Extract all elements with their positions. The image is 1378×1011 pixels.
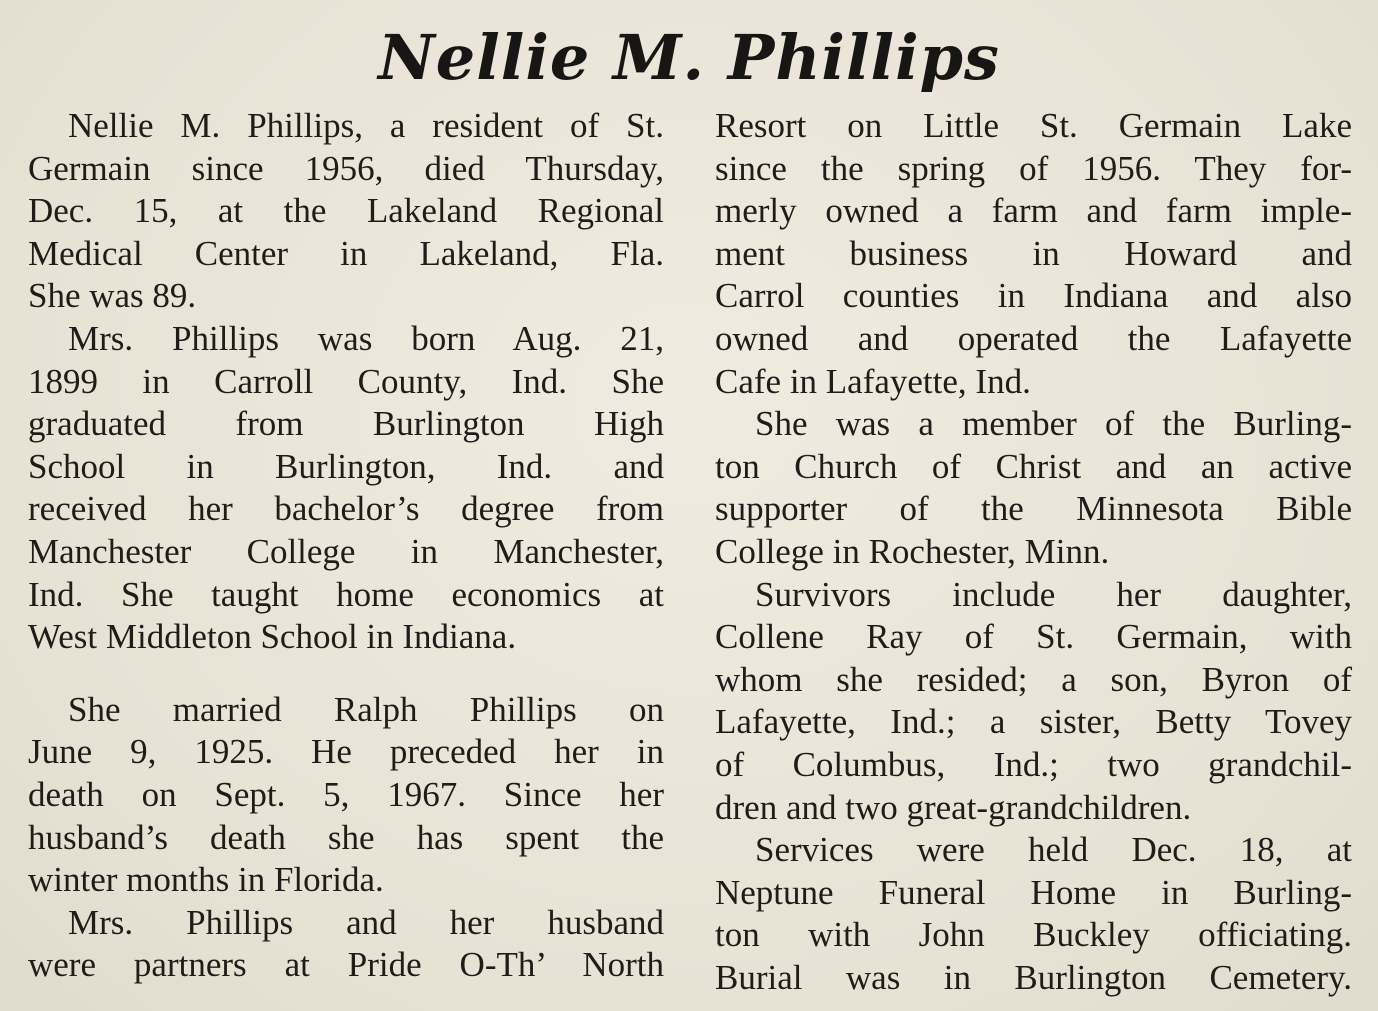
text-line: death on Sept. 5, 1967. Since her [28, 774, 664, 814]
text-line: She married Ralph Phillips on [68, 689, 664, 729]
paragraph-gap [28, 659, 664, 689]
text-line: ton Church of Christ and an active [715, 446, 1352, 486]
text-line: Burial was in Burlington Cemetery. [715, 957, 1352, 997]
text-line: Resort on Little St. Germain Lake [715, 106, 1352, 145]
text-line: Mrs. Phillips and her husband [68, 902, 664, 942]
text-line: School in Burlington, Ind. and [28, 446, 664, 486]
text-line: Services were held Dec. 18, at [755, 830, 1352, 870]
obituary-headline: Nellie M. Phillips [378, 21, 1000, 94]
text-line: 1899 in Carroll County, Ind. She [28, 361, 664, 401]
right-column [715, 105, 1352, 999]
text-line: winter months in Florida. [28, 860, 384, 900]
text-line: Ind. She taught home economics at [28, 574, 664, 614]
text-line: Germain since 1956, died Thursday, [28, 148, 664, 188]
text-line: June 9, 1925. He preceded her in [28, 732, 664, 772]
text-line: were partners at Pride O-Th’ North [28, 945, 664, 985]
text-line: whom she resided; a son, Byron of [715, 659, 1352, 699]
text-line: Neptune Funeral Home in Burling- [715, 872, 1352, 912]
text-line: College in Rochester, Minn. [715, 531, 1110, 571]
text-line: Survivors include her daughter, [755, 574, 1352, 614]
text-line: Cafe in Lafayette, Ind. [715, 361, 1031, 401]
text-line: since the spring of 1956. They for- [715, 148, 1352, 188]
left-column [28, 105, 664, 987]
text-line: dren and two great-grandchildren. [715, 787, 1192, 827]
text-line: Dec. 15, at the Lakeland Regional [28, 191, 664, 231]
text-line: merly owned a farm and farm imple- [715, 191, 1352, 231]
text-line: Manchester College in Manchester, [28, 531, 664, 571]
text-line: husband’s death she has spent the [28, 817, 664, 857]
text-line: West Middleton School in Indiana. [28, 617, 517, 657]
text-line: received her bachelor’s degree from [28, 489, 664, 529]
text-line: Nellie M. Phillips, a resident of St. [68, 106, 664, 145]
text-line: She was 89. [28, 276, 197, 316]
text-line: supporter of the Minnesota Bible [715, 489, 1352, 529]
text-line: owned and operated the Lafayette [715, 318, 1352, 358]
text-line: Mrs. Phillips was born Aug. 21, [68, 318, 664, 358]
text-line: Carrol counties in Indiana and also [715, 276, 1352, 316]
text-line: Medical Center in Lakeland, Fla. [28, 233, 664, 273]
text-line: She was a member of the Burling- [755, 404, 1352, 444]
text-line: Lafayette, Ind.; a sister, Betty Tovey [715, 702, 1352, 742]
text-line: ton with John Buckley officiating. [715, 915, 1352, 955]
text-line: graduated from Burlington High [28, 404, 664, 444]
text-line: of Columbus, Ind.; two grandchil- [715, 744, 1352, 784]
text-line: Collene Ray of St. Germain, with [715, 617, 1352, 657]
text-line: ment business in Howard and [715, 233, 1352, 273]
